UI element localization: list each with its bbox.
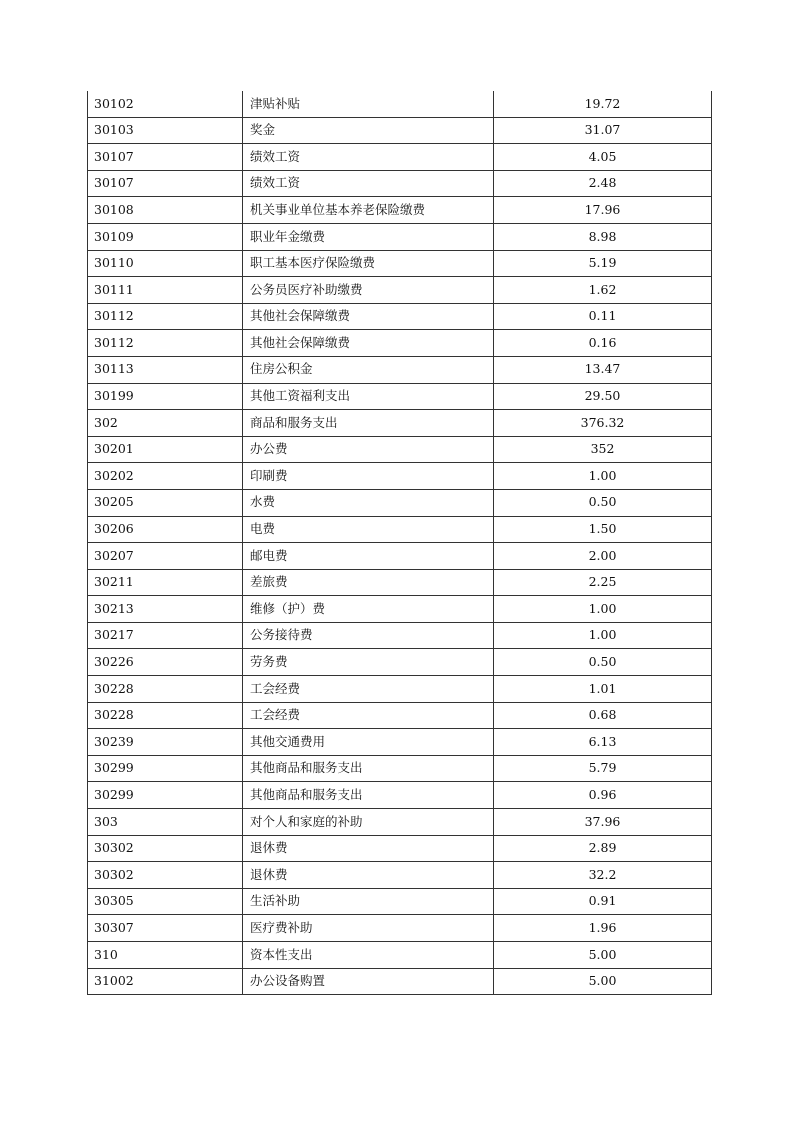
economic-code-cell: 30201 bbox=[88, 436, 243, 463]
item-name-cell: 工会经费 bbox=[243, 702, 494, 729]
amount-cell: 2.89 bbox=[494, 835, 712, 862]
item-name-cell: 退休费 bbox=[243, 835, 494, 862]
economic-code-cell: 30239 bbox=[88, 729, 243, 756]
table-row bbox=[88, 436, 712, 463]
item-name-cell: 电费 bbox=[243, 516, 494, 543]
amount-cell: 5.79 bbox=[494, 755, 712, 782]
amount-cell: 0.96 bbox=[494, 782, 712, 809]
amount-cell: 0.50 bbox=[494, 649, 712, 676]
economic-code-cell: 30228 bbox=[88, 676, 243, 703]
item-name-cell: 公务接待费 bbox=[243, 622, 494, 649]
table-row bbox=[88, 197, 712, 224]
table-row bbox=[88, 410, 712, 437]
table-row bbox=[88, 862, 712, 889]
table-row bbox=[88, 755, 712, 782]
amount-cell: 29.50 bbox=[494, 383, 712, 410]
amount-cell: 5.19 bbox=[494, 250, 712, 277]
economic-code-cell: 303 bbox=[88, 809, 243, 836]
economic-code-cell: 310 bbox=[88, 942, 243, 969]
amount-cell: 2.25 bbox=[494, 569, 712, 596]
item-name-cell: 职业年金缴费 bbox=[243, 223, 494, 250]
economic-code-cell: 30206 bbox=[88, 516, 243, 543]
amount-cell: 8.98 bbox=[494, 223, 712, 250]
table-row bbox=[88, 782, 712, 809]
economic-code-cell: 30102 bbox=[88, 91, 243, 117]
economic-code-cell: 30107 bbox=[88, 170, 243, 197]
amount-cell: 1.00 bbox=[494, 622, 712, 649]
economic-code-cell: 30307 bbox=[88, 915, 243, 942]
item-name-cell: 奖金 bbox=[243, 117, 494, 144]
economic-code-cell: 30211 bbox=[88, 569, 243, 596]
table-row bbox=[88, 489, 712, 516]
amount-cell: 0.91 bbox=[494, 888, 712, 915]
table-row bbox=[88, 170, 712, 197]
item-name-cell: 对个人和家庭的补助 bbox=[243, 809, 494, 836]
item-name-cell: 公务员医疗补助缴费 bbox=[243, 277, 494, 304]
economic-code-cell: 30112 bbox=[88, 330, 243, 357]
table-row bbox=[88, 383, 712, 410]
economic-code-cell: 30111 bbox=[88, 277, 243, 304]
item-name-cell: 商品和服务支出 bbox=[243, 410, 494, 437]
economic-code-cell: 30217 bbox=[88, 622, 243, 649]
amount-cell: 0.50 bbox=[494, 489, 712, 516]
table-row bbox=[88, 622, 712, 649]
economic-code-cell: 30302 bbox=[88, 835, 243, 862]
economic-code-cell: 30202 bbox=[88, 463, 243, 490]
table-body bbox=[88, 91, 712, 995]
amount-cell: 37.96 bbox=[494, 809, 712, 836]
amount-cell: 0.11 bbox=[494, 303, 712, 330]
amount-cell: 0.68 bbox=[494, 702, 712, 729]
amount-cell: 6.13 bbox=[494, 729, 712, 756]
amount-cell: 1.96 bbox=[494, 915, 712, 942]
table-row bbox=[88, 516, 712, 543]
amount-cell: 5.00 bbox=[494, 942, 712, 969]
economic-code-cell: 30107 bbox=[88, 144, 243, 171]
item-name-cell: 其他工资福利支出 bbox=[243, 383, 494, 410]
item-name-cell: 差旅费 bbox=[243, 569, 494, 596]
amount-cell: 1.62 bbox=[494, 277, 712, 304]
amount-cell: 0.16 bbox=[494, 330, 712, 357]
economic-code-cell: 302 bbox=[88, 410, 243, 437]
item-name-cell: 机关事业单位基本养老保险缴费 bbox=[243, 197, 494, 224]
table-row bbox=[88, 702, 712, 729]
amount-cell: 31.07 bbox=[494, 117, 712, 144]
table-row bbox=[88, 809, 712, 836]
economic-code-cell: 30302 bbox=[88, 862, 243, 889]
economic-code-cell: 30199 bbox=[88, 383, 243, 410]
item-name-cell: 水费 bbox=[243, 489, 494, 516]
table-row bbox=[88, 729, 712, 756]
item-name-cell: 生活补助 bbox=[243, 888, 494, 915]
economic-code-cell: 30205 bbox=[88, 489, 243, 516]
item-name-cell: 印刷费 bbox=[243, 463, 494, 490]
table-row bbox=[88, 596, 712, 623]
economic-code-cell: 30109 bbox=[88, 223, 243, 250]
economic-code-cell: 30228 bbox=[88, 702, 243, 729]
table-row bbox=[88, 835, 712, 862]
table-row bbox=[88, 330, 712, 357]
economic-code-cell: 30299 bbox=[88, 755, 243, 782]
amount-cell: 2.00 bbox=[494, 543, 712, 570]
amount-cell: 376.32 bbox=[494, 410, 712, 437]
table-row bbox=[88, 888, 712, 915]
economic-code-cell: 30113 bbox=[88, 356, 243, 383]
table-row bbox=[88, 223, 712, 250]
amount-cell: 32.2 bbox=[494, 862, 712, 889]
economic-code-cell: 30108 bbox=[88, 197, 243, 224]
economic-code-cell: 31002 bbox=[88, 968, 243, 995]
item-name-cell: 维修（护）费 bbox=[243, 596, 494, 623]
amount-cell: 2.48 bbox=[494, 170, 712, 197]
expenditure-table bbox=[87, 91, 712, 995]
table-row bbox=[88, 277, 712, 304]
amount-cell: 5.00 bbox=[494, 968, 712, 995]
table-row bbox=[88, 649, 712, 676]
table-row bbox=[88, 942, 712, 969]
amount-cell: 13.47 bbox=[494, 356, 712, 383]
economic-code-cell: 30112 bbox=[88, 303, 243, 330]
economic-code-cell: 30110 bbox=[88, 250, 243, 277]
item-name-cell: 住房公积金 bbox=[243, 356, 494, 383]
table-row bbox=[88, 543, 712, 570]
amount-cell: 19.72 bbox=[494, 91, 712, 117]
item-name-cell: 其他社会保障缴费 bbox=[243, 330, 494, 357]
table-row bbox=[88, 915, 712, 942]
item-name-cell: 邮电费 bbox=[243, 543, 494, 570]
item-name-cell: 劳务费 bbox=[243, 649, 494, 676]
item-name-cell: 绩效工资 bbox=[243, 170, 494, 197]
table-row bbox=[88, 117, 712, 144]
table-row bbox=[88, 463, 712, 490]
item-name-cell: 职工基本医疗保险缴费 bbox=[243, 250, 494, 277]
table-row bbox=[88, 250, 712, 277]
economic-code-cell: 30207 bbox=[88, 543, 243, 570]
item-name-cell: 资本性支出 bbox=[243, 942, 494, 969]
item-name-cell: 工会经费 bbox=[243, 676, 494, 703]
item-name-cell: 医疗费补助 bbox=[243, 915, 494, 942]
item-name-cell: 办公设备购置 bbox=[243, 968, 494, 995]
table-row bbox=[88, 968, 712, 995]
economic-code-cell: 30213 bbox=[88, 596, 243, 623]
amount-cell: 1.00 bbox=[494, 596, 712, 623]
economic-code-cell: 30305 bbox=[88, 888, 243, 915]
item-name-cell: 其他交通费用 bbox=[243, 729, 494, 756]
table-row bbox=[88, 303, 712, 330]
amount-cell: 1.50 bbox=[494, 516, 712, 543]
economic-code-cell: 30299 bbox=[88, 782, 243, 809]
item-name-cell: 办公费 bbox=[243, 436, 494, 463]
amount-cell: 17.96 bbox=[494, 197, 712, 224]
economic-code-cell: 30103 bbox=[88, 117, 243, 144]
item-name-cell: 其他社会保障缴费 bbox=[243, 303, 494, 330]
table-row bbox=[88, 569, 712, 596]
table-row bbox=[88, 356, 712, 383]
item-name-cell: 其他商品和服务支出 bbox=[243, 755, 494, 782]
economic-code-cell: 30226 bbox=[88, 649, 243, 676]
table-row bbox=[88, 676, 712, 703]
item-name-cell: 绩效工资 bbox=[243, 144, 494, 171]
item-name-cell: 津贴补贴 bbox=[243, 91, 494, 117]
amount-cell: 352 bbox=[494, 436, 712, 463]
table-row bbox=[88, 144, 712, 171]
amount-cell: 1.00 bbox=[494, 463, 712, 490]
amount-cell: 4.05 bbox=[494, 144, 712, 171]
item-name-cell: 退休费 bbox=[243, 862, 494, 889]
item-name-cell: 其他商品和服务支出 bbox=[243, 782, 494, 809]
table-row bbox=[88, 91, 712, 117]
amount-cell: 1.01 bbox=[494, 676, 712, 703]
